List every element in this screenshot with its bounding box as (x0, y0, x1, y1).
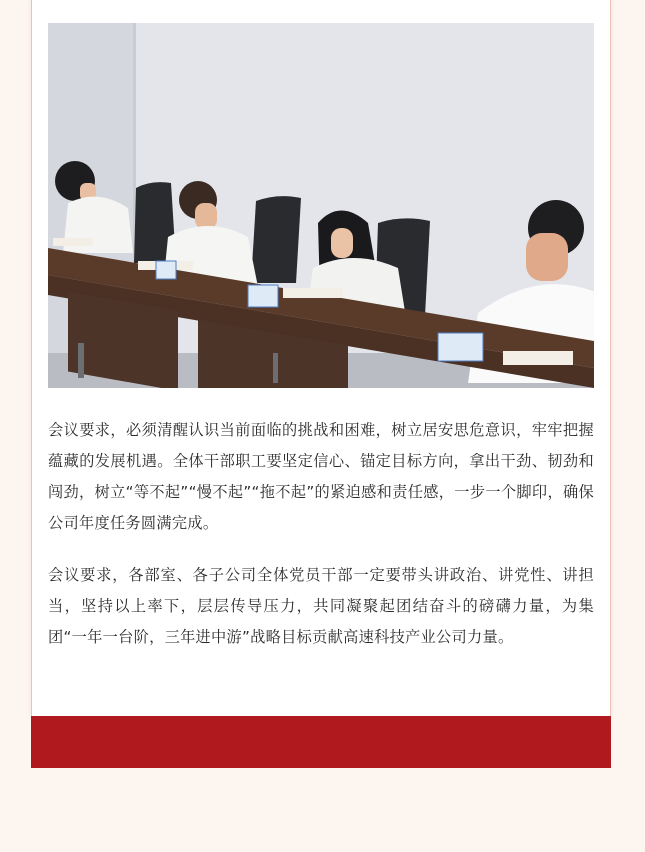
meeting-photo-illustration (48, 23, 594, 388)
article-paragraph-2: 会议要求，各部室、各子公司全体党员干部一定要带头讲政治、讲党性、讲担当，坚持以上率下，层层传导压力，共同凝聚起团结奋斗的磅礴力量，为集团“一年一台阶，三年进中游”战略目标贡献高速科技产业公司力量。 (48, 566, 594, 646)
meeting-photo (48, 23, 594, 388)
article-card (31, 0, 611, 716)
article-paragraph-1: 会议要求，必须清醒认识当前面临的挑战和困难，树立居安思危意识，牢牢把握蕴藏的发展机遇。全体干部职工要坚定信心、锚定目标方向，拿出干劲、韧劲和闯劲，树立“等不起”“慢不起”“拖不起”的紧迫感和责任感，一步一个脚印，确保公司年度任务圆满完成。 (48, 421, 594, 532)
footer-banner (31, 716, 611, 768)
